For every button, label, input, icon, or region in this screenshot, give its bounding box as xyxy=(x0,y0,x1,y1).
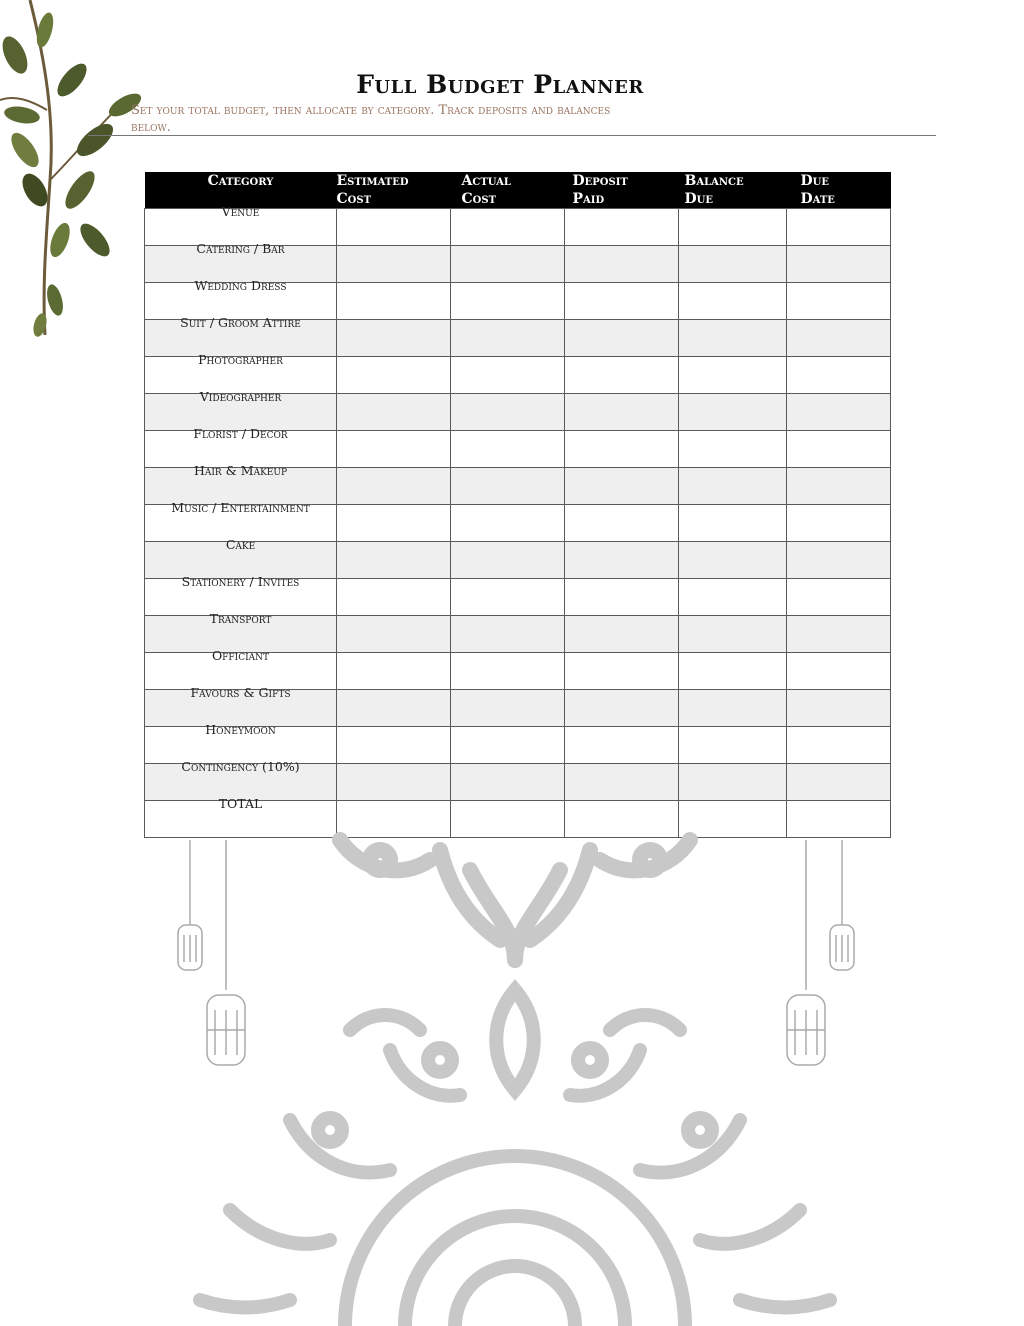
actual-cost-cell[interactable] xyxy=(451,653,565,690)
balance-due-cell[interactable] xyxy=(679,727,787,764)
category-cell: Catering / Bar xyxy=(145,246,337,283)
category-cell: Venue xyxy=(145,209,337,246)
table-row xyxy=(145,727,891,764)
actual-cost-cell[interactable] xyxy=(451,727,565,764)
category-cell: Videographer xyxy=(145,394,337,431)
table-row xyxy=(145,764,891,801)
deposit-paid-cell[interactable] xyxy=(565,616,679,653)
actual-cost-cell[interactable] xyxy=(451,764,565,801)
deposit-paid-cell[interactable] xyxy=(565,653,679,690)
actual-cost-cell[interactable] xyxy=(451,468,565,505)
due-date-cell[interactable] xyxy=(787,468,891,505)
table-row xyxy=(145,505,891,542)
deposit-paid-cell[interactable] xyxy=(565,727,679,764)
category-cell: TOTAL xyxy=(145,801,337,838)
category-cell: Favours & Gifts xyxy=(145,690,337,727)
estimated-cost-cell[interactable] xyxy=(337,690,451,727)
estimated-cost-cell[interactable] xyxy=(337,764,451,801)
deposit-paid-cell[interactable] xyxy=(565,690,679,727)
actual-cost-cell[interactable] xyxy=(451,542,565,579)
table-row xyxy=(145,690,891,727)
column-header-deposit-paid: Deposit Paid xyxy=(565,172,679,209)
deposit-paid-cell[interactable] xyxy=(565,246,679,283)
table-row xyxy=(145,394,891,431)
due-date-cell[interactable] xyxy=(787,209,891,246)
estimated-cost-cell[interactable] xyxy=(337,505,451,542)
category-cell: Honeymoon xyxy=(145,727,337,764)
actual-cost-cell[interactable] xyxy=(451,690,565,727)
estimated-cost-cell[interactable] xyxy=(337,542,451,579)
estimated-cost-cell[interactable] xyxy=(337,394,451,431)
actual-cost-cell[interactable] xyxy=(451,616,565,653)
deposit-paid-cell[interactable] xyxy=(565,505,679,542)
lantern-right-large-icon xyxy=(787,840,825,1065)
actual-cost-cell[interactable] xyxy=(451,357,565,394)
table-row xyxy=(145,653,891,690)
category-cell: Stationery / Invites xyxy=(145,579,337,616)
deposit-paid-cell[interactable] xyxy=(565,320,679,357)
column-header-category: Category xyxy=(145,172,337,209)
balance-due-cell[interactable] xyxy=(679,357,787,394)
balance-due-cell[interactable] xyxy=(679,209,787,246)
deposit-paid-cell[interactable] xyxy=(565,764,679,801)
balance-due-cell[interactable] xyxy=(679,394,787,431)
actual-cost-cell[interactable] xyxy=(451,320,565,357)
due-date-cell[interactable] xyxy=(787,764,891,801)
due-date-cell[interactable] xyxy=(787,727,891,764)
table-row xyxy=(145,246,891,283)
category-cell: Suit / Groom Attire xyxy=(145,320,337,357)
balance-due-cell[interactable] xyxy=(679,283,787,320)
due-date-cell[interactable] xyxy=(787,357,891,394)
balance-due-cell[interactable] xyxy=(679,468,787,505)
actual-cost-cell[interactable] xyxy=(451,283,565,320)
due-date-cell[interactable] xyxy=(787,246,891,283)
deposit-paid-cell[interactable] xyxy=(565,283,679,320)
table-row xyxy=(145,616,891,653)
balance-due-cell[interactable] xyxy=(679,690,787,727)
due-date-cell[interactable] xyxy=(787,616,891,653)
actual-cost-cell[interactable] xyxy=(451,579,565,616)
mandala-decoration xyxy=(0,830,1024,1326)
column-header-actual-cost: Actual Cost xyxy=(451,172,565,209)
lantern-left-large-icon xyxy=(207,840,245,1065)
due-date-cell[interactable] xyxy=(787,542,891,579)
bottom-mandala-icon xyxy=(200,990,830,1326)
top-mandala-icon xyxy=(340,840,690,960)
leaf-branch-decoration xyxy=(0,0,150,340)
budget-table xyxy=(144,172,891,838)
deposit-paid-cell[interactable] xyxy=(565,579,679,616)
category-cell: Florist / Decor xyxy=(145,431,337,468)
estimated-cost-cell[interactable] xyxy=(337,616,451,653)
estimated-cost-cell[interactable] xyxy=(337,209,451,246)
deposit-paid-cell[interactable] xyxy=(565,468,679,505)
table-row xyxy=(145,283,891,320)
actual-cost-cell[interactable] xyxy=(451,209,565,246)
table-row xyxy=(145,468,891,505)
estimated-cost-cell[interactable] xyxy=(337,246,451,283)
due-date-cell[interactable] xyxy=(787,283,891,320)
category-cell: Wedding Dress xyxy=(145,283,337,320)
balance-due-cell[interactable] xyxy=(679,505,787,542)
category-cell: Officiant xyxy=(145,653,337,690)
estimated-cost-cell[interactable] xyxy=(337,357,451,394)
balance-due-cell[interactable] xyxy=(679,579,787,616)
balance-due-cell[interactable] xyxy=(679,764,787,801)
category-cell: Music / Entertainment xyxy=(145,505,337,542)
deposit-paid-cell[interactable] xyxy=(565,357,679,394)
table-row xyxy=(145,542,891,579)
estimated-cost-cell[interactable] xyxy=(337,283,451,320)
balance-due-cell[interactable] xyxy=(679,431,787,468)
category-cell: Transport xyxy=(145,616,337,653)
due-date-cell[interactable] xyxy=(787,653,891,690)
deposit-paid-cell[interactable] xyxy=(565,209,679,246)
deposit-paid-cell[interactable] xyxy=(565,542,679,579)
page-subtitle: Set your total budget, then allocate by category. Track deposits and balances below. xyxy=(131,103,611,135)
table-row xyxy=(145,357,891,394)
due-date-cell[interactable] xyxy=(787,394,891,431)
balance-due-cell[interactable] xyxy=(679,246,787,283)
due-date-cell[interactable] xyxy=(787,320,891,357)
balance-due-cell[interactable] xyxy=(679,653,787,690)
table-row xyxy=(145,320,891,357)
lantern-right-small-icon xyxy=(830,840,854,970)
due-date-cell[interactable] xyxy=(787,690,891,727)
page-title: Full Budget Planner xyxy=(356,70,644,99)
due-date-cell[interactable] xyxy=(787,579,891,616)
deposit-paid-cell[interactable] xyxy=(565,394,679,431)
estimated-cost-cell[interactable] xyxy=(337,653,451,690)
estimated-cost-cell[interactable] xyxy=(337,431,451,468)
due-date-cell[interactable] xyxy=(787,431,891,468)
column-header-estimated-cost: Estimated Cost xyxy=(337,172,451,209)
balance-due-cell[interactable] xyxy=(679,616,787,653)
category-cell: Contingency (10%) xyxy=(145,764,337,801)
lantern-left-small-icon xyxy=(178,840,202,970)
actual-cost-cell[interactable] xyxy=(451,394,565,431)
estimated-cost-cell[interactable] xyxy=(337,579,451,616)
balance-due-cell[interactable] xyxy=(679,320,787,357)
table-row xyxy=(145,579,891,616)
category-cell: Photographer xyxy=(145,357,337,394)
actual-cost-cell[interactable] xyxy=(451,505,565,542)
category-cell: Hair & Makeup xyxy=(145,468,337,505)
column-header-balance-due: Balance Due xyxy=(679,172,787,209)
estimated-cost-cell[interactable] xyxy=(337,320,451,357)
table-row xyxy=(145,209,891,246)
estimated-cost-cell[interactable] xyxy=(337,468,451,505)
table-row xyxy=(145,431,891,468)
header-divider xyxy=(88,135,936,136)
balance-due-cell[interactable] xyxy=(679,542,787,579)
category-cell: Cake xyxy=(145,542,337,579)
actual-cost-cell[interactable] xyxy=(451,246,565,283)
due-date-cell[interactable] xyxy=(787,505,891,542)
deposit-paid-cell[interactable] xyxy=(565,431,679,468)
column-header-due-date: Due Date xyxy=(787,172,891,209)
actual-cost-cell[interactable] xyxy=(451,431,565,468)
estimated-cost-cell[interactable] xyxy=(337,727,451,764)
